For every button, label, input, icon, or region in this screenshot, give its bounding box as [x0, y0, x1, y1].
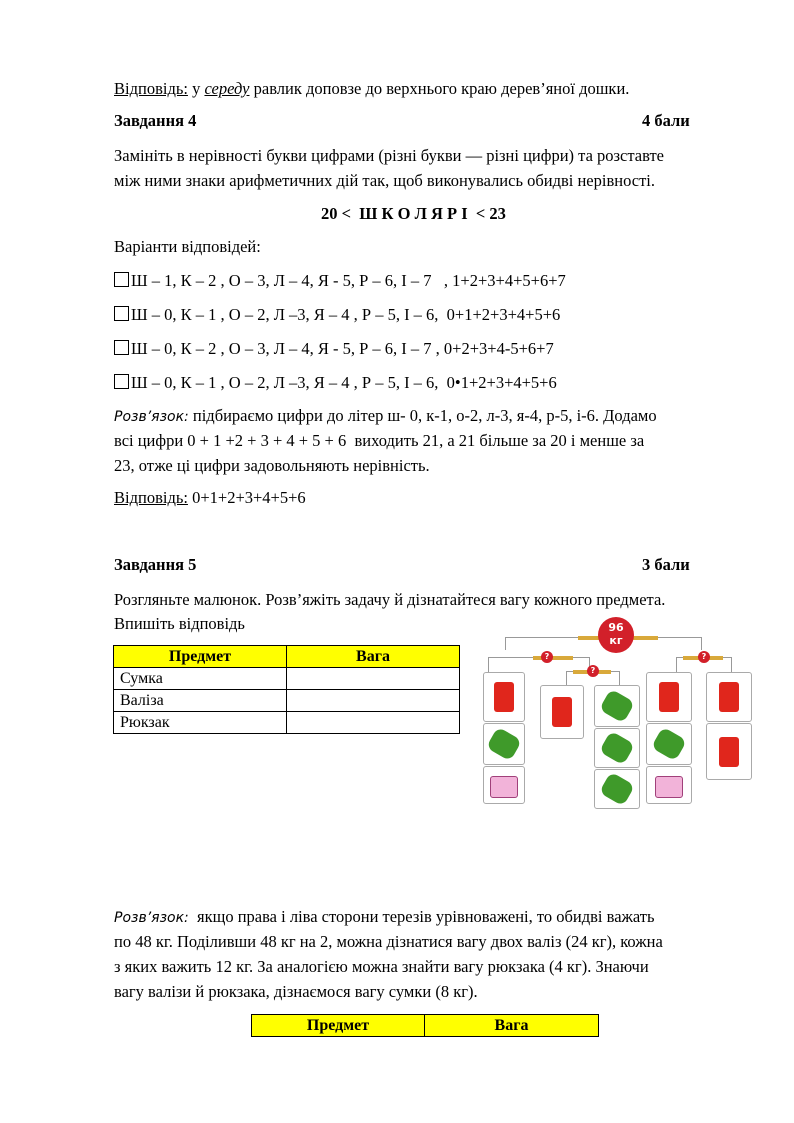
scale-bar — [533, 656, 573, 660]
task4-formula: 20 < Ш К О Л Я Р І < 23 — [321, 204, 506, 223]
answer-label: Відповідь: — [114, 79, 188, 98]
task4-text-line: Замініть в нерівності букви цифрами (різні букви — різні цифри) та розставте — [114, 146, 665, 165]
answer-text: у — [187, 79, 205, 98]
backpack-box — [594, 685, 640, 727]
backpack-box — [594, 728, 640, 768]
task5-solution-line: вагу валізи й рюкзака, дізнаємося вагу сумки (8 кг). — [114, 982, 478, 1001]
suitcase-icon — [494, 682, 514, 712]
unknown-badge: ? — [541, 651, 553, 663]
task4-answer — [114, 485, 306, 510]
task4-text-line: між ними знаки арифметичних дій так, щоб виконувались обидві нерівності. — [114, 171, 655, 190]
checkbox[interactable] — [114, 272, 129, 287]
answer-value: 0+1+2+3+4+5+6 — [187, 488, 306, 507]
task5-solution-line: по 48 кг. Поділивши 48 кг на 2, можна дізнатися вагу двох валіз (24 кг), кожна — [114, 932, 663, 951]
total-weight-badge — [598, 617, 634, 653]
suitcase-box — [540, 685, 584, 739]
weights-table — [113, 645, 460, 734]
bag-icon — [490, 776, 518, 798]
solution-label: Розв’язок: — [114, 910, 189, 926]
option-3[interactable] — [114, 336, 554, 361]
option-4[interactable] — [114, 370, 557, 395]
option-label: Ш – 0, К – 1 , О – 2, Л –3, Я – 4 , Р – 5, І – 6, 0•1+2+3+4+5+6 — [131, 373, 557, 392]
option-label: Ш – 1, К – 2 , О – 3, Л – 4, Я - 5, Р – 6, І – 7 , 1+2+3+4+5+6+7 — [131, 271, 566, 290]
total-unit: кг — [609, 634, 623, 647]
suitcase-icon — [719, 682, 739, 712]
checkbox[interactable] — [114, 374, 129, 389]
suitcase-box — [646, 672, 692, 722]
table-row — [114, 668, 460, 690]
task5-text-line: Впишіть відповідь — [114, 614, 245, 633]
bag-box — [646, 766, 692, 804]
answer-emphasis: середу — [204, 79, 250, 98]
item-cell: Рюкзак — [114, 712, 287, 734]
col-header: Вага — [287, 646, 460, 668]
task5-title: Завдання 5 — [114, 555, 197, 574]
variants-label: Варіанти відповідей: — [114, 237, 261, 256]
answer-task3 — [114, 76, 629, 101]
answer-text: равлик доповзе до верхнього краю дерев’яної дошки. — [249, 79, 630, 98]
task5-text-line: Розгляньте малюнок. Розв’яжіть задачу й дізнатайтеся вагу кожного предмета. — [114, 590, 666, 609]
task5-solution-line: з яких важить 12 кг. За аналогією можна знайти вагу рюкзака (4 кг). Знаючи — [114, 957, 649, 976]
backpack-box — [646, 723, 692, 765]
solution-label: Розв’язок: — [114, 409, 189, 425]
answer-label: Відповідь: — [114, 488, 188, 507]
solution-text: якщо права і ліва сторони терезів урівноважені, то обидві важать — [188, 907, 655, 926]
backpack-icon — [599, 689, 635, 724]
unknown-badge: ? — [587, 665, 599, 677]
suitcase-box — [483, 672, 525, 722]
item-cell: Сумка — [114, 668, 287, 690]
backpack-box — [483, 723, 525, 765]
balance-scales-picture — [478, 615, 754, 807]
task4-title: Завдання 4 — [114, 111, 197, 130]
answer-table — [251, 1014, 599, 1037]
suitcase-box — [706, 723, 752, 780]
option-2[interactable] — [114, 302, 560, 327]
option-label: Ш – 0, К – 1 , О – 2, Л –3, Я – 4 , Р – 5, І – 6, 0+1+2+3+4+5+6 — [131, 305, 561, 324]
task5-solution-line — [114, 904, 655, 931]
weight-cell[interactable] — [287, 690, 460, 712]
col-header: Предмет — [114, 646, 287, 668]
task5-points: 3 бали — [642, 555, 690, 574]
unknown-badge: ? — [698, 651, 710, 663]
checkbox[interactable] — [114, 306, 129, 321]
backpack-box — [594, 769, 640, 809]
backpack-icon — [599, 731, 635, 766]
task4-solution-line: всі цифри 0 + 1 +2 + 3 + 4 + 5 + 6 виходить 21, а 21 більше за 20 і менше за — [114, 431, 645, 450]
task4-points: 4 бали — [642, 111, 690, 130]
suitcase-icon — [659, 682, 679, 712]
checkbox[interactable] — [114, 340, 129, 355]
weight-cell[interactable] — [287, 712, 460, 734]
table-row — [114, 712, 460, 734]
task4-solution-line — [114, 403, 657, 430]
bag-box — [483, 766, 525, 804]
bag-icon — [655, 776, 683, 798]
col-header: Вага — [425, 1015, 599, 1037]
option-label: Ш – 0, К – 2 , О – 3, Л – 4, Я - 5, Р – 6, І – 7 , 0+2+3+4-5+6+7 — [131, 339, 554, 358]
backpack-icon — [486, 727, 522, 762]
backpack-icon — [651, 727, 687, 762]
task4-solution-line: 23, отже ці цифри задовольняють нерівність. — [114, 456, 430, 475]
suitcase-icon — [552, 697, 572, 727]
table-row — [114, 690, 460, 712]
suitcase-box — [706, 672, 752, 722]
col-header: Предмет — [252, 1015, 425, 1037]
option-1[interactable] — [114, 268, 566, 293]
suitcase-icon — [719, 737, 739, 767]
weight-cell[interactable] — [287, 668, 460, 690]
solution-text: підбираємо цифри до літер ш- 0, к-1, о-2, л-3, я-4, р-5, і-6. Додамо — [188, 406, 657, 425]
total-value: 96 — [608, 621, 624, 634]
item-cell: Валіза — [114, 690, 287, 712]
backpack-icon — [599, 772, 635, 807]
